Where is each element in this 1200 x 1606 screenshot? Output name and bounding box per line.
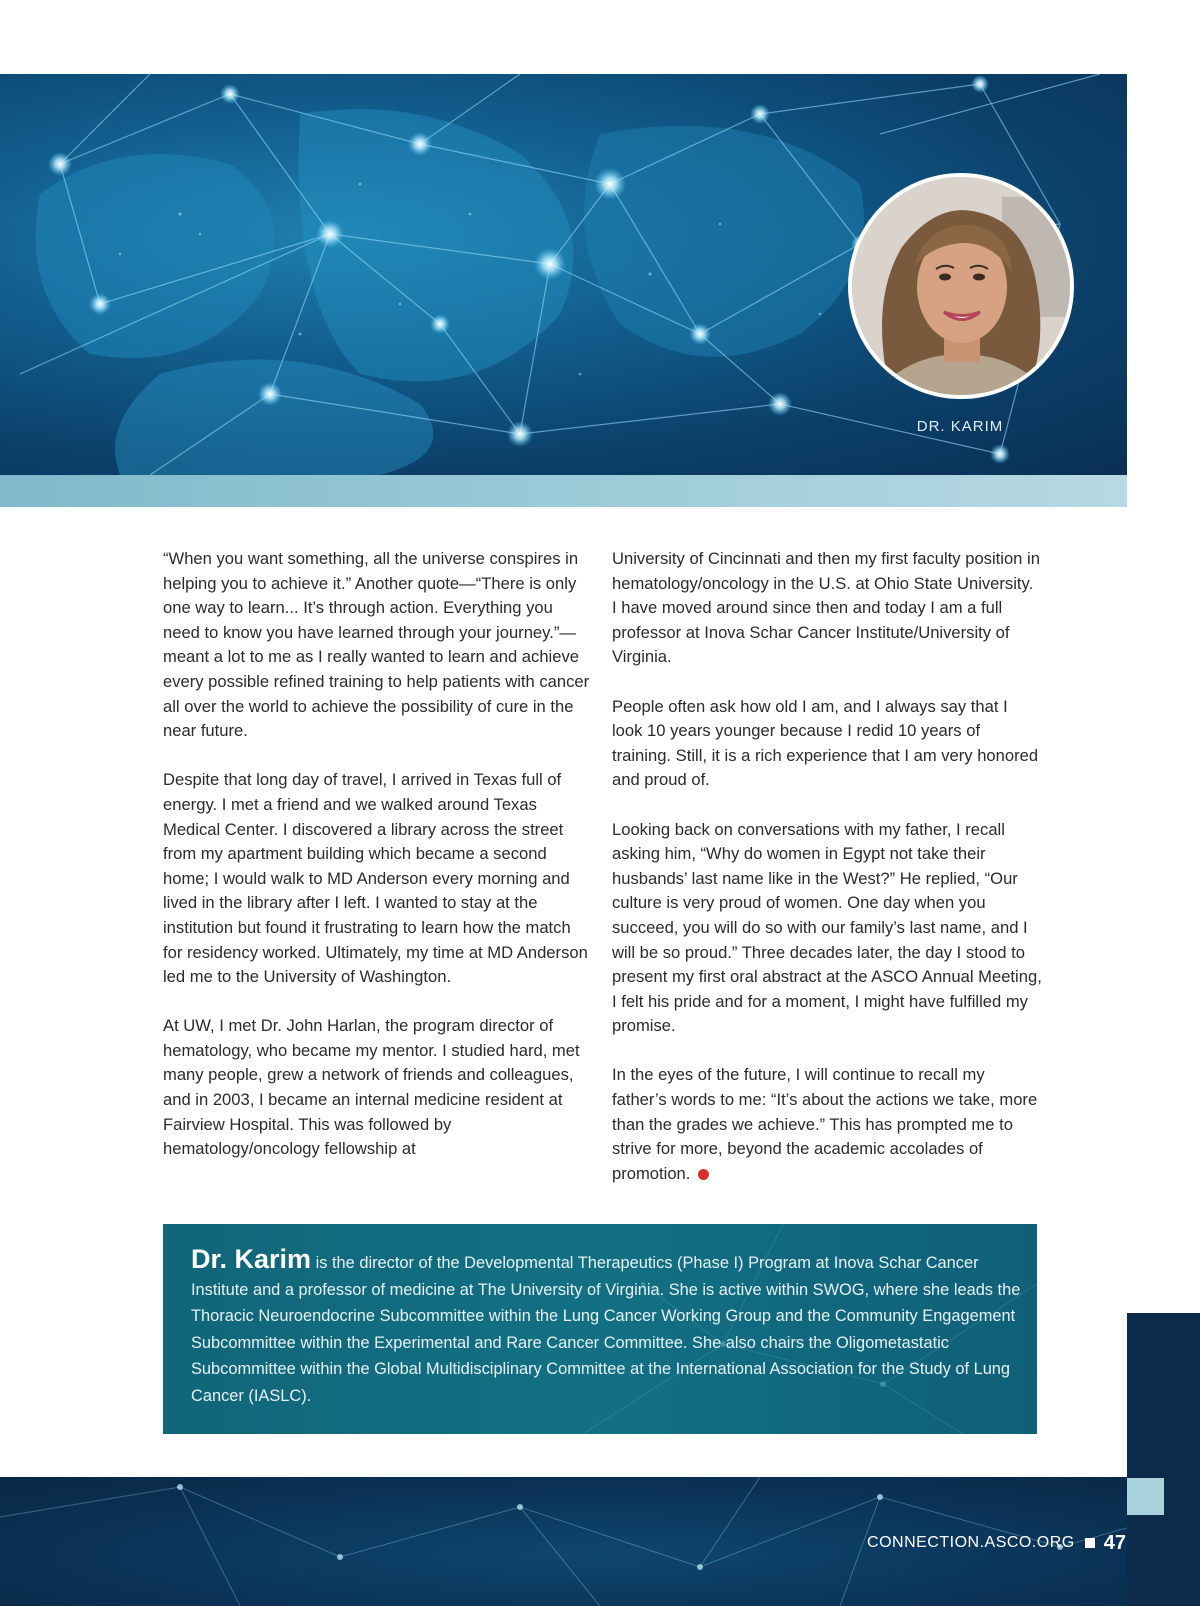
paragraph-final (612, 1063, 1042, 1186)
portrait-caption: DR. KARIM (916, 418, 1004, 435)
hero-accent-strip (0, 475, 1127, 507)
bio-name: Dr. Karim (191, 1244, 312, 1274)
paragraph: University of Cincinnati and then my first faculty position in hematology/oncology in the U.S. at Ohio State University. I have moved around since then and today I am a full professor at Inova Schar Cancer Institute/University of Virginia. (612, 549, 1040, 667)
article-right-column (612, 547, 1042, 1211)
paragraph: Despite that long day of travel, I arrived in Texas full of energy. I met a friend and we walked around Texas Medical Center. I discovered a library across the street from my apartment building which became a second home; I would walk to MD Anderson every morning and lived in the library after I left. I wanted to stay at the institution but found it frustrating to learn how the match for residency worked. Ultimately, my time at MD Anderson led me to the University of Washington. (163, 770, 588, 987)
side-decoration-panel (1127, 1313, 1200, 1606)
footer-site-url: CONNECTION.ASCO.ORG (867, 1534, 1075, 1551)
page-number: 47 (1103, 1531, 1126, 1554)
author-bio-box (163, 1224, 1037, 1434)
author-portrait (848, 173, 1074, 399)
footer-separator-icon (1085, 1538, 1095, 1548)
bio-text (191, 1246, 1021, 1409)
side-decoration-square (1127, 1478, 1164, 1515)
bio-description: is the director of the Developmental Therapeutics (Phase I) Program at Inova Schar Cancer Institute and a professor of medicine at The University of Virginia. She is active within SWOG, where she leads the Thoracic Neuroendocrine Subcommittee within the Lung Cancer Working Group and the Community Engagement Subcommittee within the Experimental and Rare Cancer Committee. She also chairs the Oligometastatic Subcommittee within the Global Multidisciplinary Committee at the International Association for the Study of Lung Cancer (IASLC). (191, 1254, 1021, 1405)
end-of-article-dot (698, 1169, 709, 1180)
paragraph: People often ask how old I am, and I always say that I look 10 years younger because I redid 10 years of training. Still, it is a rich experience that I am very honored and proud of. (612, 696, 1039, 790)
paragraph: At UW, I met Dr. John Harlan, the program director of hematology, who became my mentor. I studied hard, met many people, grew a network of friends and colleagues, and in 2003, I became an internal medicine resident at Fairview Hospital. This was followed by hematology/oncology fellowship at (163, 1016, 580, 1159)
article-left-column (163, 547, 593, 1186)
footer-label (867, 1530, 1126, 1556)
portrait-illustration (852, 177, 1070, 395)
paragraph-final-text: In the eyes of the future, I will continue to recall my father’s words to me: “It’s about the actions we take, more than the grades we achieve.” This has prompted me to strive for more, beyond the academic accolades of promotion. (612, 1065, 1038, 1183)
paragraph: “When you want something, all the universe conspires in helping you to achieve it.” Another quote—“There is only one way to learn... It’s through action. Everything you need to know you have learned through your journey.”—meant a lot to me as I really wanted to learn and achieve every possible refined training to help patients with cancer all over the world to achieve the possibility of cure in the near future. (163, 549, 590, 741)
paragraph: Looking back on conversations with my father, I recall asking him, “Why do women in Egypt not take their husbands’ last name like in the West?” He replied, “Our culture is very proud of women. One day when you succeed, you will do so with our family’s last name, and I will be so proud.” Three decades later, the day I stood to present my first oral abstract at the ASCO Annual Meeting, I felt his pride and for a moment, I might have fulfilled my promise. (612, 819, 1042, 1036)
